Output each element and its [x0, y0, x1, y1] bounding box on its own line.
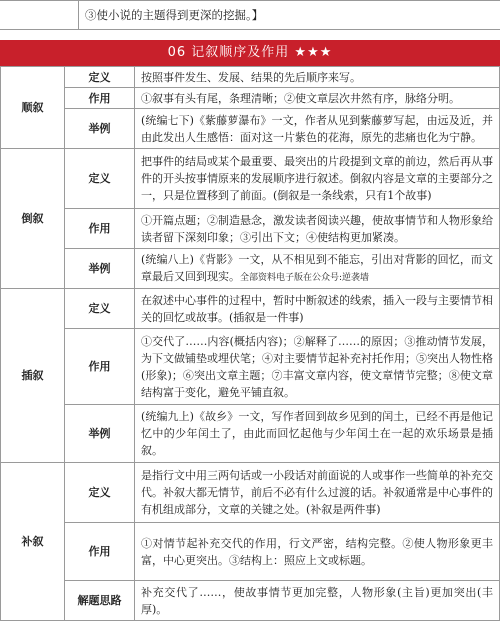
row-text: ①叙事有头有尾，条理清晰；②使文章层次井然有序，脉络分明。	[135, 88, 500, 109]
row-text: 补充交代了……，使故事情节更加完整，人物形象(主旨)更加突出(丰厚)。	[135, 581, 500, 621]
top-note-row	[0, 0, 500, 30]
row-label: 作用	[65, 329, 135, 405]
category-cell: 倒叙	[1, 149, 65, 289]
table-row	[1, 405, 500, 463]
row-label: 定义	[65, 67, 135, 88]
narrative-order-table	[0, 66, 500, 621]
table-row	[1, 109, 500, 149]
table-row	[1, 88, 500, 109]
example-text: (统编八上)《背影》一文，从不相见到不能忘，引出对背影的回忆，而文章最后又回到现实。	[141, 252, 493, 283]
section-banner	[0, 40, 500, 66]
row-text: 按照事件发生、发展、结果的先后顺序来写。	[135, 67, 500, 88]
row-text: 把事件的结局或某个最重要、最突出的片段提到文章的前边，然后再从事件的开头按事情原来的发展顺序进行叙述。倒叙内容是文章的主要部分之一，只是位置移到了前面。(倒叙是一条线索，只有1个故事)	[135, 149, 500, 209]
row-text: ①开篇点题；②制造悬念，激发读者阅读兴趣，使故事情节和人物形象给读者留下深刻印象；③引出下文；④使结构更加紧凑。	[135, 209, 500, 249]
table-row	[1, 523, 500, 581]
section-title: 06 记叙顺序及作用 ★★★	[167, 45, 333, 60]
row-label: 作用	[65, 209, 135, 249]
table-row	[1, 289, 500, 329]
row-text: (统编七下)《紫藤萝瀑布》一文，作者从见到紫藤萝写起，由远及近，并由此发出人生感悟：面对这一片紫色的花海，原先的悲痛也化为宁静。	[135, 109, 500, 149]
category-cell: 顺叙	[1, 67, 65, 149]
table-row	[1, 209, 500, 249]
row-label: 定义	[65, 149, 135, 209]
row-label: 定义	[65, 463, 135, 523]
row-text: 在叙述中心事件的过程中，暂时中断叙述的线索，插入一段与主要情节相关的回忆或故事。(插叙是一件事)	[135, 289, 500, 329]
table-row	[1, 67, 500, 88]
row-label: 作用	[65, 523, 135, 581]
row-label: 作用	[65, 88, 135, 109]
table-row	[1, 249, 500, 289]
row-label: 举例	[65, 405, 135, 463]
top-note-text: ③使小说的主题得到更深的挖掘。】	[78, 1, 500, 29]
row-label: 举例	[65, 109, 135, 149]
row-text: ①交代了……内容(概括内容)；②解释了……的原因；③推动情节发展，为下文做铺垫或埋伏笔；④对主要情节起补充衬托作用；⑤突出人物性格(形象)；⑥突出文章主题；⑦丰富文章内容，使文章情节完整；⑧使文章结构富于变化，避免平铺直叙。	[135, 329, 500, 405]
row-label: 举例	[65, 249, 135, 289]
row-text: (统编九上)《故乡》一文，写作者回到故乡见到的闰土，已经不再是他记忆中的少年闰土了，由此而回忆起他与少年闰土在一起的欢乐场景是插叙。	[135, 405, 500, 463]
table-row	[1, 329, 500, 405]
row-text: ①对情节起补充交代的作用，行文严密，结构完整。②使人物形象更丰富，中心更突出。③结构上：照应上文或标题。	[135, 523, 500, 581]
category-cell: 插叙	[1, 289, 65, 463]
row-label: 定义	[65, 289, 135, 329]
row-label: 解题思路	[65, 581, 135, 621]
row-text: 是指行文中用三两句话或一小段话对前面说的人或事作一些简单的补充交代。补叙大都无情节，前后不必有什么过渡的话。补叙通常是中心事件的有机组成部分，文章的关键之处。(补叙是两件事)	[135, 463, 500, 523]
watermark-note: 全部资料电子版在公众号:逆袭墙	[240, 272, 370, 283]
table-row	[1, 463, 500, 523]
category-cell: 补叙	[1, 463, 65, 621]
row-text	[135, 249, 500, 289]
table-row	[1, 149, 500, 209]
table-row	[1, 581, 500, 621]
